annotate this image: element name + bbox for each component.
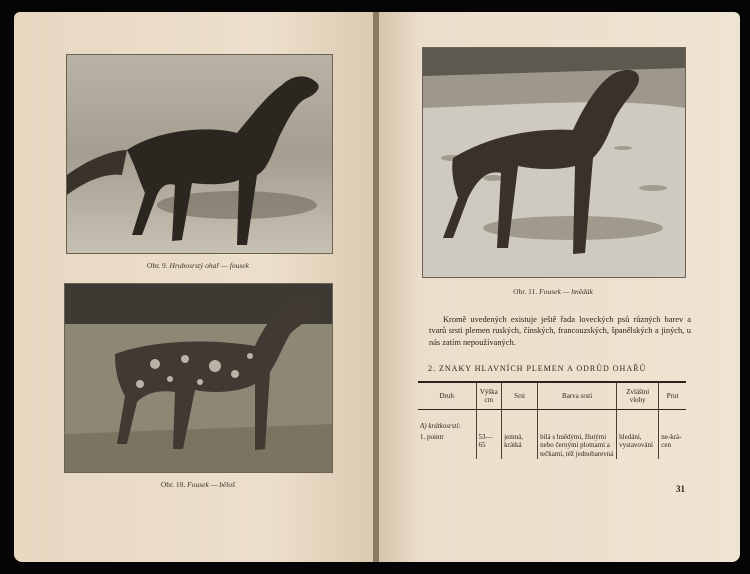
col-header: Srst — [502, 382, 538, 410]
caption-lead: Obr. 10. — [160, 480, 186, 489]
table-header-row — [418, 382, 686, 410]
table-row — [418, 410, 686, 432]
figure-9-photo — [66, 54, 333, 254]
figure-10-caption — [68, 480, 328, 489]
figure-11-photo — [422, 47, 686, 278]
col-header: Zvláštní vlohy — [617, 382, 659, 410]
col-header: Barva srsti — [538, 382, 617, 410]
figure-11-caption — [423, 287, 683, 296]
dog-photo-icon — [67, 55, 332, 253]
dog-photo-icon — [423, 48, 685, 277]
caption-lead: Obr. 11. — [513, 287, 538, 296]
caption-lead: Obr. 9. — [147, 261, 168, 270]
table-cell: hledání, vystavování — [617, 432, 659, 460]
book-gutter — [373, 12, 379, 562]
table-cell: ne-krá-cen — [659, 432, 686, 460]
table-cell: bílá s hnědými, žlutými nebo černými plotnami a tečkami, též jednobarevná — [538, 432, 617, 460]
caption-text: Fousek — hnědák — [539, 287, 593, 296]
table-row — [418, 432, 686, 460]
body-paragraph: Kromě uvedených existuje ještě řada loveckých psů různých barev a tvarů srsti plemen ruských, čínských, francouzských, španělských a jiných, u nás zatím nepoužívaných. — [429, 315, 691, 347]
dog-photo-icon — [65, 284, 332, 472]
page-number: 31 — [676, 484, 685, 494]
table-cell: 1. pointr — [420, 432, 444, 441]
table-cell: jemná, krátká — [502, 432, 538, 460]
figure-10-photo — [64, 283, 333, 473]
section-title: 2. ZNAKY HLAVNÍCH PLEMEN A ODRŮD OHAŘŮ — [428, 364, 647, 373]
table-cell: 53—65 — [476, 432, 502, 460]
table-cell: A) krátkosrstí: — [420, 422, 461, 430]
col-header: Výška cm — [476, 382, 502, 410]
figure-9-caption — [68, 261, 328, 270]
breed-table — [418, 381, 686, 459]
caption-text: Hrubosrstý ohař — fousek — [169, 261, 249, 270]
col-header: Prut — [659, 382, 686, 410]
col-header: Druh — [439, 391, 454, 400]
caption-text: Fousek — běloš — [187, 480, 236, 489]
